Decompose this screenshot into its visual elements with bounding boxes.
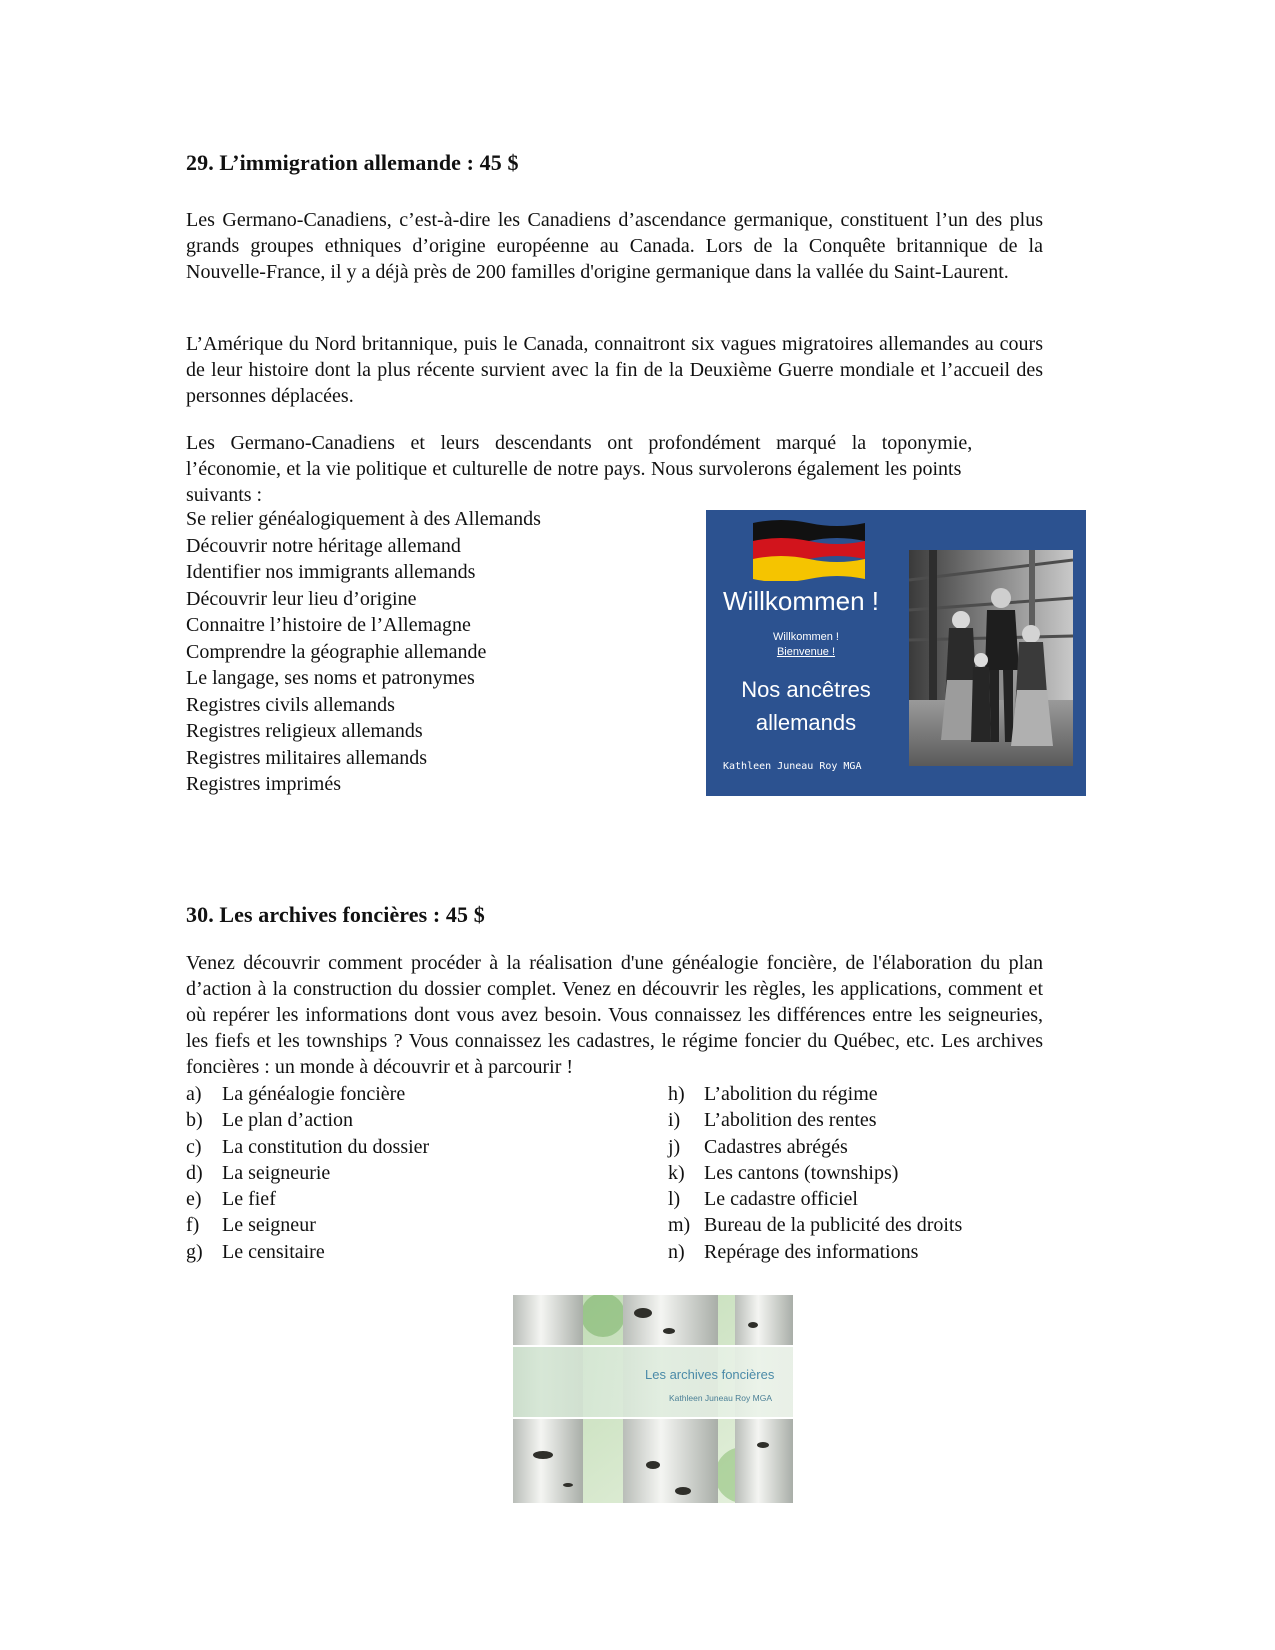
list-item: Découvrir notre héritage allemand (186, 534, 461, 557)
cover-heading: Willkommen ! (723, 586, 880, 616)
list-item-text: Cadastres abrégés (704, 1135, 848, 1158)
list-item: Se relier généalogiquement à des Allemands (186, 508, 541, 530)
list-item (668, 1212, 962, 1238)
list-item-letter: h) (668, 1083, 685, 1105)
list-item-text: L’abolition du régime (704, 1083, 878, 1105)
list-item-letter: n) (668, 1240, 685, 1263)
list-item-text: Bureau de la publicité des droits (704, 1214, 963, 1237)
list-item-text: Le censitaire (222, 1240, 325, 1263)
cover-subtitle (706, 630, 906, 660)
list-item-letter: k) (668, 1161, 685, 1184)
list-item (186, 1134, 429, 1160)
cover-title-line-1: Nos ancêtres (741, 677, 871, 702)
list-item-letter: m) (668, 1214, 691, 1237)
list-item: Registres religieux allemands (186, 720, 423, 742)
list-item (186, 1160, 429, 1186)
list-item-letter: e) (186, 1188, 202, 1211)
section-30-list-right (668, 1081, 962, 1265)
list-item-letter: l) (668, 1188, 681, 1211)
german-course-cover-image (706, 510, 1086, 796)
list-item (668, 1186, 962, 1212)
section-30-title: 30. Les archives foncières : 45 $ (186, 902, 485, 927)
list-item (668, 1107, 962, 1133)
list-item: Découvrir leur lieu d’origine (186, 587, 417, 610)
list-item-letter: f) (186, 1214, 200, 1237)
list-item (668, 1160, 962, 1186)
section-29-paragraph-2: L’Amérique du Nord britannique, puis le Canada, connaitront six vagues migratoires allemandes au cours de leur histoire dont la plus récente survient avec la fin de la Deuxième Guerre mondiale et l’accueil des personnes déplacées. (186, 333, 1043, 407)
list-item-letter: d) (186, 1161, 203, 1184)
section-29-title: 29. L’immigration allemande : 45 $ (186, 150, 519, 175)
list-item-text: Le fief (222, 1188, 276, 1211)
list-item-letter: g) (186, 1240, 203, 1263)
para3-line-1-text: Les Germano-Canadiens et leurs descendants ont profondément marqué la toponymie, (186, 432, 973, 454)
para3-line-3: suivants : (186, 484, 263, 506)
list-item (186, 1081, 429, 1107)
list-item: Connaitre l’histoire de l’Allemagne (186, 614, 471, 636)
para3-line-2: l’économie, et la vie politique et culturelle de notre pays. Nous survolerons également les points (186, 458, 962, 480)
list-item (186, 1212, 429, 1238)
list-item-letter: b) (186, 1109, 203, 1132)
list-item-text: L’abolition des rentes (704, 1109, 877, 1132)
list-item (186, 1186, 429, 1212)
list-item (668, 1081, 962, 1107)
list-item-letter: a) (186, 1083, 202, 1105)
list-item-letter: i) (668, 1109, 681, 1132)
list-item (668, 1239, 962, 1265)
land-archives-cover-image (513, 1295, 793, 1503)
land-cover-author: Kathleen Juneau Roy MGA (669, 1393, 773, 1403)
list-item-text: Le cadastre officiel (704, 1188, 858, 1211)
section-29-paragraph-1: Les Germano-Canadiens, c’est-à-dire les Canadiens d’ascendance germanique, constituent l’un des plus grands groupes ethniques d’origine européenne au Canada. Lors de la Conquête britannique de la Nouvelle-France, il y a déjà près de 200 familles d'origine germanique dans la vallée du Saint-Laurent. (186, 209, 1043, 283)
section-29-topic-list (186, 506, 541, 798)
list-item-letter: j) (668, 1135, 681, 1158)
cover-title-line-2: allemands (755, 710, 857, 735)
list-item-text: La généalogie foncière (222, 1083, 406, 1105)
section-30-paragraph: Venez découvrir comment procéder à la réalisation d'une généalogie foncière, de l'élaboration du plan d’action à la construction du dossier complet. Venez en découvrir les règles, les applications, comment et où repérer les informations dont vous avez besoin. Vous connaissez les différences entre les seigneuries, les fiefs et les townships ? Vous connaissez les cadastres, le régime foncier du Québec, etc. Les archives foncières : un monde à découvrir et à parcourir ! (186, 952, 1043, 1078)
list-item (186, 1107, 429, 1133)
cover-title (706, 673, 906, 739)
list-item-text: La seigneurie (222, 1161, 331, 1184)
immigrant-family-photo (909, 550, 1073, 766)
list-item-text: Les cantons (townships) (704, 1161, 899, 1184)
cover-subtitle-2: Bienvenue ! (776, 646, 836, 658)
list-item: Comprendre la géographie allemande (186, 640, 487, 663)
list-item-text: Repérage des informations (704, 1240, 919, 1263)
list-item-text: Le seigneur (222, 1214, 316, 1237)
section-30-list-left (186, 1081, 429, 1265)
list-item: Identifier nos immigrants allemands (186, 561, 476, 583)
list-item (186, 1239, 429, 1265)
list-item-text: Le plan d’action (222, 1109, 354, 1132)
list-item-letter: c) (186, 1135, 202, 1158)
list-item-text: La constitution du dossier (222, 1135, 430, 1158)
cover-subtitle-1: Willkommen ! (772, 631, 839, 643)
german-flag-icon (753, 519, 865, 581)
list-item: Registres imprimés (186, 773, 341, 795)
land-cover-title: Les archives foncières (645, 1367, 775, 1382)
list-item: Registres civils allemands (186, 693, 395, 716)
list-item: Registres militaires allemands (186, 746, 428, 769)
cover-author: Kathleen Juneau Roy MGA (723, 761, 862, 772)
list-item (668, 1134, 962, 1160)
list-item: Le langage, ses noms et patronymes (186, 667, 475, 689)
para3-line-1 (186, 430, 1043, 456)
section-29-paragraph-3 (186, 430, 1043, 508)
